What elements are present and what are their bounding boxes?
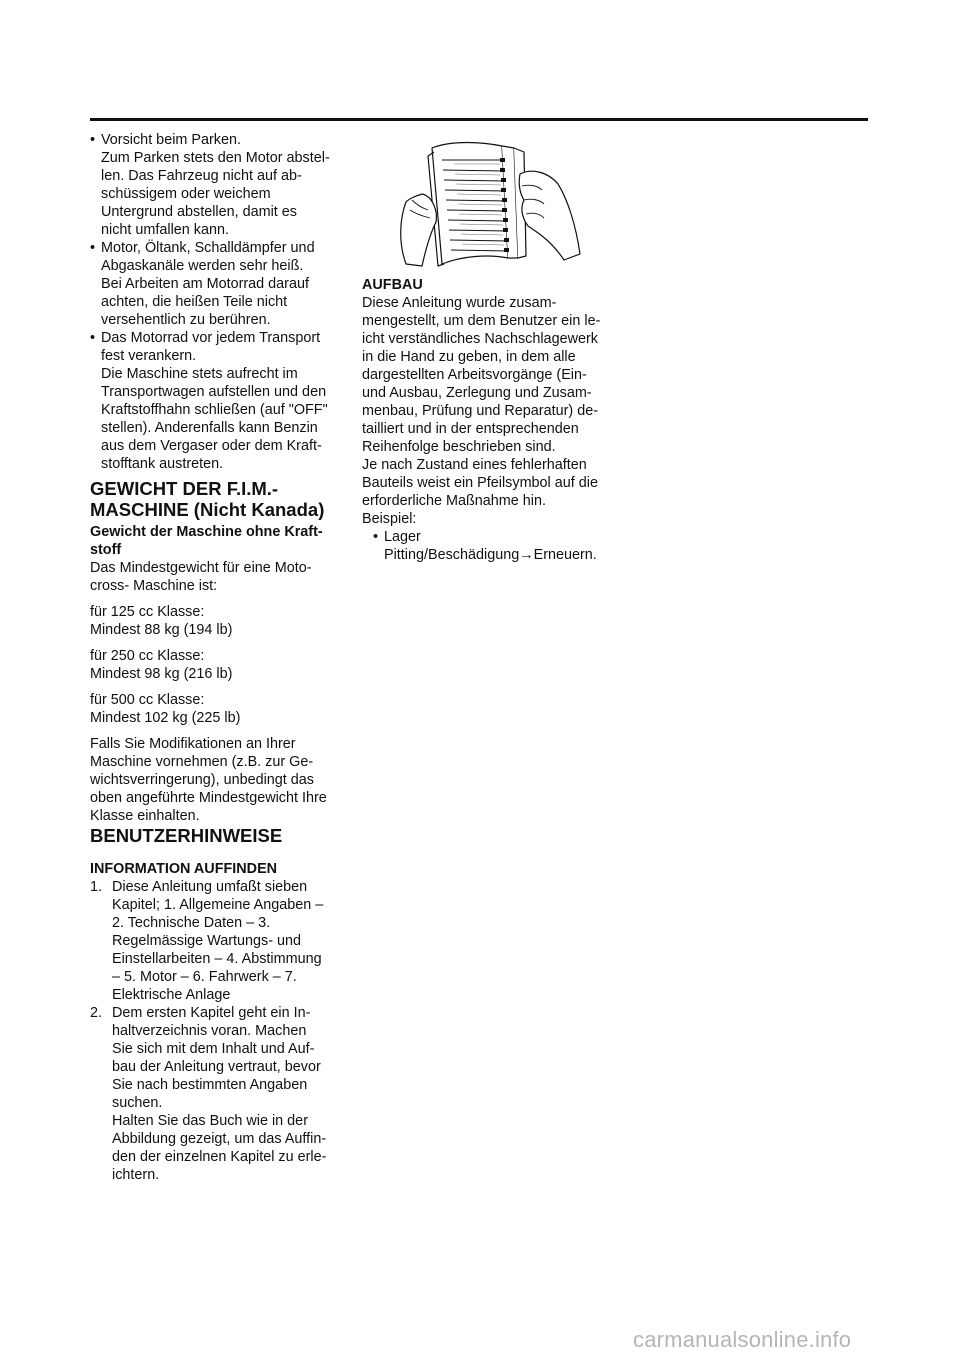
structure-heading: AUFBAU	[362, 277, 423, 293]
header-rule	[90, 118, 868, 121]
weight-note: Falls Sie Modifikationen an Ihrer Maschine vornehmen (z.B. zur Ge- wichtsverringerung), unbedingt das oben angeführte Mindestgewicht Ihre Klasse einhalten.	[90, 736, 327, 824]
watermark: carmanualsonline.info	[633, 1327, 852, 1352]
weight-class: für 125 cc Klasse: Mindest 88 kg (194 lb)	[90, 604, 233, 638]
weight-class: für 500 cc Klasse: Mindest 102 kg (225 lb)	[90, 692, 241, 726]
bullet-icon: •	[90, 240, 96, 256]
numbered-item: 1. Diese Anleitung umfaßt sieben Kapitel; 1. Allgemeine Angaben – 2. Technische Daten – 3. Regelmässige Wartungs- und Einstellarbeiten – 4. Abstimmung – 5. Motor – 6. Fahrwerk – 7. Elektrische Anlage	[90, 879, 324, 1003]
numbered-item: 2. Dem ersten Kapitel geht ein In- haltverzeichnis voran. Machen Sie sich mit dem Inhalt und Auf- bau der Anleitung vertraut, bevor Sie nach bestimmten Angaben suchen. Halten Sie das Buch wie in der Abbildung gezeigt, um das Auffin- den der einzelnen Kapitel zu erle- ichtern.	[90, 1005, 327, 1183]
right-column	[362, 276, 612, 564]
structure-body: Diese Anleitung wurde zusam- mengestellt, um dem Benutzer ein le- icht verständliches Nachschlagewerk in die Hand zu geben, in dem alle dargestellten Arbeitsvorgänge (Ein- und Ausbau, Zerlegung und Zusam- menbau, Prüfung und Reparatur) de- tailliert und in der entsprechenden Reihenfolge beschrieben sind. Je nach Zustand eines fehlerhaften Bauteils weist ein Pfeilsymbol auf die erforderliche Maßnahme hin. Beispiel:	[362, 295, 601, 527]
weight-heading: GEWICHT DER F.I.M.- MASCHINE (Nicht Kanada)	[90, 478, 325, 520]
bullet-icon: •	[373, 529, 379, 545]
safety-bullet: • Das Motorrad vor jedem Transport fest verankern. Die Maschine stets aufrecht im Transportwagen aufstellen und den Kraftstoffhahn schließen (auf "OFF" stellen). Anderenfalls kann Benzin aus dem Vergaser oder dem Kraft- stofftank austreten.	[90, 330, 328, 472]
safety-bullet: • Vorsicht beim Parken. Zum Parken stets den Motor abstel- len. Das Fahrzeug nicht auf ab- schüssigem oder weichem Untergrund abstellen, damit es nicht umfallen kann.	[90, 132, 330, 238]
bullet-icon: •	[90, 330, 96, 346]
user-notes-heading: BENUTZERHINWEISE	[90, 825, 283, 846]
user-notes-subheading: INFORMATION AUFFINDEN	[90, 861, 278, 877]
manual-illustration	[392, 138, 588, 270]
bullet-icon: •	[90, 132, 96, 148]
left-column	[90, 131, 352, 1184]
weight-subheading: Gewicht der Maschine ohne Kraft- stoff	[90, 524, 323, 558]
example-item: • Lager Pitting/Beschädigung→Erneuern.	[373, 529, 597, 563]
safety-bullet: • Motor, Öltank, Schalldämpfer und Abgaskanäle werden sehr heiß. Bei Arbeiten am Motorrad darauf achten, die heißen Teile nicht versehentlich zu berühren.	[90, 240, 315, 328]
weight-class: für 250 cc Klasse: Mindest 98 kg (216 lb)	[90, 648, 233, 682]
weight-intro: Das Mindestgewicht für eine Moto- cross- Maschine ist:	[90, 560, 312, 594]
